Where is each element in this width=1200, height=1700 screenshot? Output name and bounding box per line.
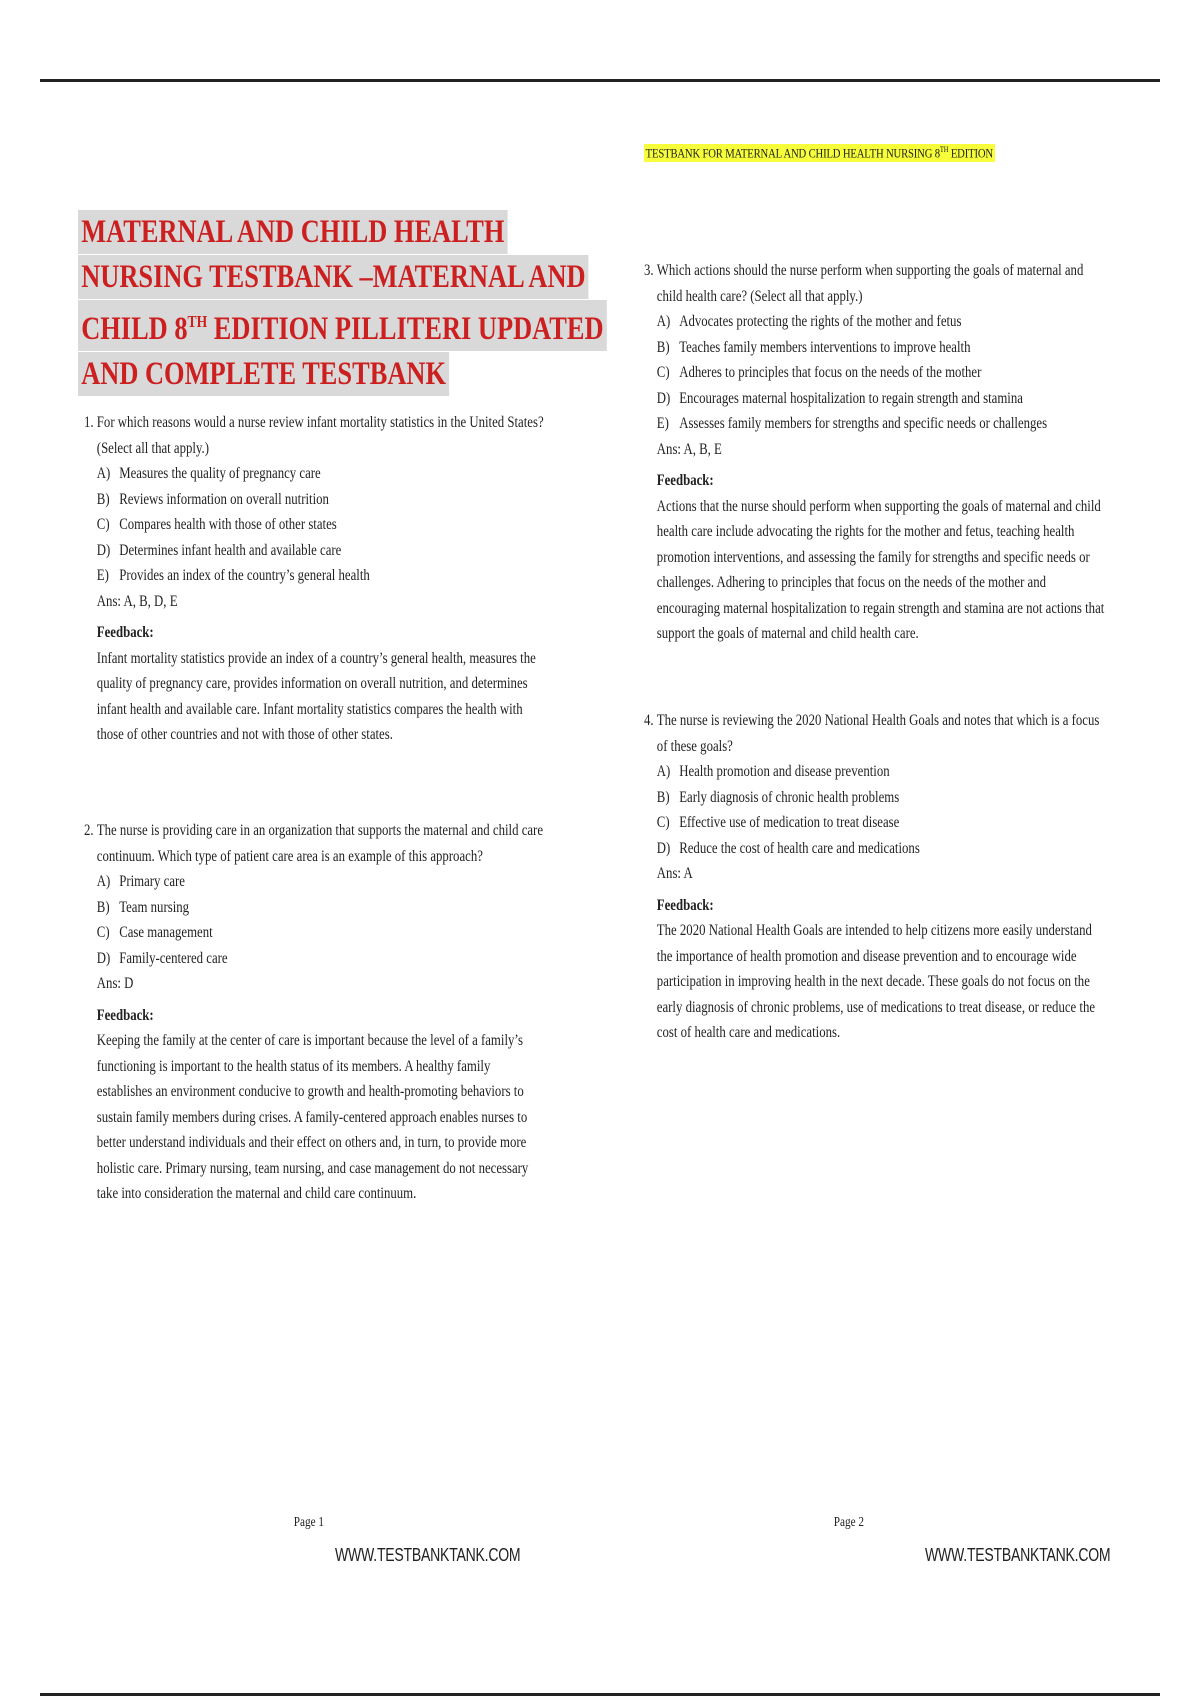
question-number: 2.	[84, 822, 94, 839]
question-1	[84, 410, 544, 748]
answer-option	[644, 785, 1111, 811]
option-letter: A)	[96, 873, 111, 890]
option-text: Adheres to principles that focus on the needs of the mother	[679, 364, 982, 381]
feedback-label: Feedback:	[96, 1006, 154, 1024]
option-text: Team nursing	[119, 898, 190, 916]
answer-key: Ans: A, B, D, E	[96, 592, 178, 610]
feedback-text: The 2020 National Health Goals are intended to help citizens more easily understand the importance of health promotion and disease prevention and to encourage wide participation in improving health in the next decade. These goals do not focus on the early diagnosis of chronic problems, use of medications to treat disease, or reduce the cost of health care and medications.	[656, 922, 1096, 1041]
question-stem	[84, 818, 545, 869]
option-text: Advocates protecting the rights of the mother and fetus	[679, 313, 962, 330]
answer-option	[644, 759, 1111, 785]
title-text: CHILD 8	[81, 311, 188, 347]
option-letter: C)	[96, 924, 110, 941]
answer-option	[84, 869, 551, 895]
option-letter: B)	[96, 898, 110, 916]
answer-option	[644, 411, 1111, 437]
answer-key: Ans: A	[656, 865, 693, 882]
website-footer: WWW.TESTBANKTANK.COM	[925, 1545, 1111, 1565]
answer-option	[644, 360, 1111, 386]
stem-text: The nurse is reviewing the 2020 National Health Goals and notes that which is a focus of these goals?	[656, 712, 1100, 755]
top-rule	[40, 79, 1160, 82]
answer-option	[84, 512, 551, 538]
answer-option	[644, 386, 1111, 412]
answer-option	[84, 538, 551, 564]
title-superscript: TH	[187, 312, 208, 331]
option-letter: D)	[656, 389, 671, 407]
stem-text: For which reasons would a nurse review infant mortality statistics in the United States? (Select all that apply.)	[96, 414, 544, 457]
feedback-label: Feedback:	[656, 472, 714, 489]
question-number: 3.	[644, 262, 654, 279]
question-stem	[644, 258, 1105, 309]
question-4	[644, 708, 1100, 1046]
answer-option	[644, 335, 1111, 361]
answer-option	[84, 946, 551, 972]
option-text: Determines infant health and available care	[119, 541, 342, 559]
title-text: EDITION PILLITERI UPDATED	[207, 311, 604, 347]
page-2	[600, 100, 1120, 1660]
option-text: Family-centered care	[119, 949, 228, 967]
answer-option	[84, 895, 551, 921]
option-text: Assesses family members for strengths and specific needs or challenges	[679, 415, 1048, 432]
option-letter: A)	[656, 763, 671, 780]
question-stem	[84, 410, 545, 461]
option-letter: D)	[96, 949, 111, 967]
website-footer: WWW.TESTBANKTANK.COM	[335, 1545, 521, 1565]
stem-text: Which actions should the nurse perform when supporting the goals of maternal and child health care? (Select all that apply.)	[656, 262, 1084, 305]
option-letter: E)	[96, 567, 109, 584]
option-text: Early diagnosis of chronic health problems	[679, 788, 900, 806]
option-letter: B)	[96, 490, 110, 508]
option-text: Case management	[119, 924, 213, 941]
stem-text: The nurse is providing care in an organization that supports the maternal and child care continuum. Which type of patient care area is an example of this approach?	[96, 822, 544, 865]
option-letter: B)	[656, 788, 670, 806]
option-letter: D)	[96, 541, 111, 559]
option-text: Provides an index of the country’s general health	[119, 567, 370, 584]
title-line	[78, 300, 607, 351]
question-2	[84, 818, 544, 1207]
feedback-label: Feedback:	[656, 896, 714, 914]
answer-option	[644, 810, 1111, 836]
title-line: MATERNAL AND CHILD HEALTH	[78, 210, 508, 254]
answer-option	[84, 920, 551, 946]
answer-option	[644, 309, 1111, 335]
option-text: Reviews information on overall nutrition	[119, 490, 329, 508]
option-letter: A)	[96, 465, 111, 482]
question-3	[644, 258, 1105, 647]
feedback-label: Feedback:	[96, 624, 154, 641]
option-text: Health promotion and disease prevention	[679, 763, 890, 780]
header-superscript: TH	[939, 145, 949, 154]
question-stem	[644, 708, 1105, 759]
question-number: 4.	[644, 712, 654, 729]
answer-option	[84, 563, 551, 589]
bottom-rule	[40, 1693, 1160, 1696]
header-text: TESTBANK FOR MATERNAL AND CHILD HEALTH NURSING 8	[645, 145, 940, 161]
feedback-text: Actions that the nurse should perform when supporting the goals of maternal and child health care include advocating the rights for the mother and fetus, teaching health promotion interventions, and assessing the family for strengths and specific needs or challenges. Adhering to principles that focus on the needs of the mother and encouraging maternal hospitalization to regain strength and stamina are not actions that support the goals of maternal and child health care.	[656, 497, 1105, 642]
option-letter: A)	[656, 313, 671, 330]
page-number: Page 2	[833, 1515, 864, 1530]
option-letter: E)	[656, 415, 669, 432]
option-letter: C)	[96, 516, 110, 533]
option-letter: C)	[656, 814, 670, 831]
option-letter: D)	[656, 839, 671, 857]
option-text: Effective use of medication to treat disease	[679, 814, 900, 831]
option-text: Reduce the cost of health care and medications	[679, 839, 920, 857]
page-number: Page 1	[293, 1515, 324, 1530]
answer-key: Ans: D	[96, 975, 134, 992]
answer-option	[644, 836, 1111, 862]
answer-option	[84, 461, 551, 487]
title-line: NURSING TESTBANK –MATERNAL AND	[78, 255, 589, 299]
title-line: AND COMPLETE TESTBANK	[78, 352, 449, 396]
option-text: Measures the quality of pregnancy care	[119, 465, 321, 482]
question-number: 1.	[84, 414, 94, 431]
page-1	[40, 100, 604, 1660]
option-letter: C)	[656, 364, 670, 381]
option-text: Primary care	[119, 873, 185, 890]
option-text: Encourages maternal hospitalization to regain strength and stamina	[679, 389, 1023, 407]
option-text: Compares health with those of other states	[119, 516, 337, 533]
answer-key: Ans: A, B, E	[656, 440, 722, 458]
feedback-text: Keeping the family at the center of care is important because the level of a family’s functioning is important to the health status of its members. A healthy family establishes an environment conducive to growth and health-promoting behaviors to sustain family members during crises. A family-centered approach enables nurses to better understand individuals and their effect on others and, in turn, to provide more holistic care. Primary nursing, team nursing, and case management do not necessary take into consideration the maternal and child care continuum.	[96, 1032, 529, 1202]
highlighted-header	[644, 144, 995, 162]
option-text: Teaches family members interventions to improve health	[679, 338, 971, 356]
feedback-text: Infant mortality statistics provide an index of a country’s general health, measures the quality of pregnancy care, provides information on overall nutrition, and determines infant health and available care. Infant mortality statistics compares the health with those of other countries and not with those of other states.	[96, 649, 536, 743]
option-letter: B)	[656, 338, 670, 356]
header-text: EDITION	[948, 145, 993, 161]
document-title	[78, 210, 604, 397]
answer-option	[84, 487, 551, 513]
